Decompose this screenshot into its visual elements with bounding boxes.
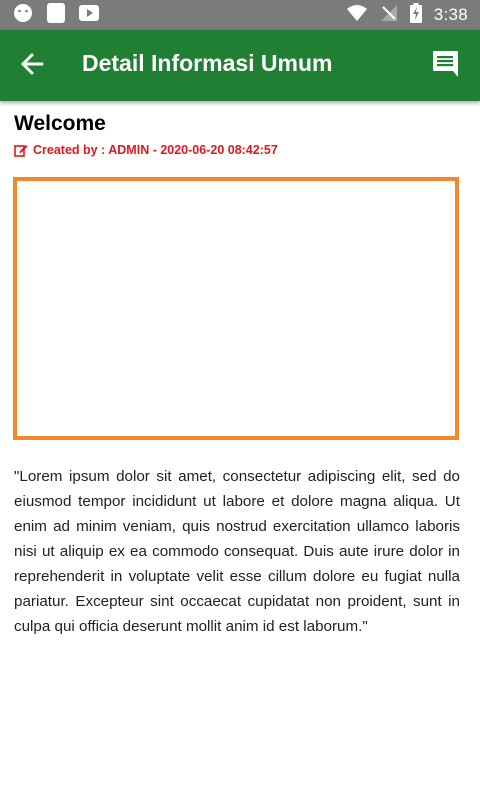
android-icon <box>12 2 34 29</box>
back-button[interactable] <box>14 48 50 84</box>
app-bar <box>0 30 480 101</box>
post-meta-text: Created by : ADMIN - 2020-06-20 08:42:57 <box>33 143 278 157</box>
status-system <box>346 3 468 28</box>
page-title: Detail Informasi Umum <box>82 50 333 76</box>
status-bar <box>0 0 480 30</box>
wifi-icon <box>346 4 368 27</box>
youtube-icon <box>78 4 100 27</box>
post-content <box>14 101 466 639</box>
post-title: Welcome <box>14 112 106 135</box>
comment-icon <box>430 48 460 83</box>
status-notifications <box>12 2 100 29</box>
battery-charging-icon <box>410 3 422 28</box>
edit-icon <box>14 143 28 157</box>
no-signal-icon <box>380 4 398 27</box>
comment-button[interactable] <box>428 48 462 82</box>
sd-card-icon <box>46 2 66 29</box>
post-meta <box>14 143 466 157</box>
post-image <box>13 177 459 440</box>
arrow-left-icon <box>19 51 45 82</box>
post-body: "Lorem ipsum dolor sit amet, consectetur adipiscing elit, sed do eiusmod tempor incididunt ut labore et dolore magna aliqua. Ut enim ad minim veniam, quis nostrud exercitation ullamco laboris nisi ut aliquip ex ea commodo consequat. Duis aute irure dolor in reprehenderit in voluptate velit esse cillum dolore eu fugiat nulla pariatur. Excepteur sint occaecat cupidatat non proident, sunt in culpa qui officia deserunt mollit anim id est laborum." <box>14 468 460 635</box>
status-time: 3:38 <box>433 5 468 24</box>
